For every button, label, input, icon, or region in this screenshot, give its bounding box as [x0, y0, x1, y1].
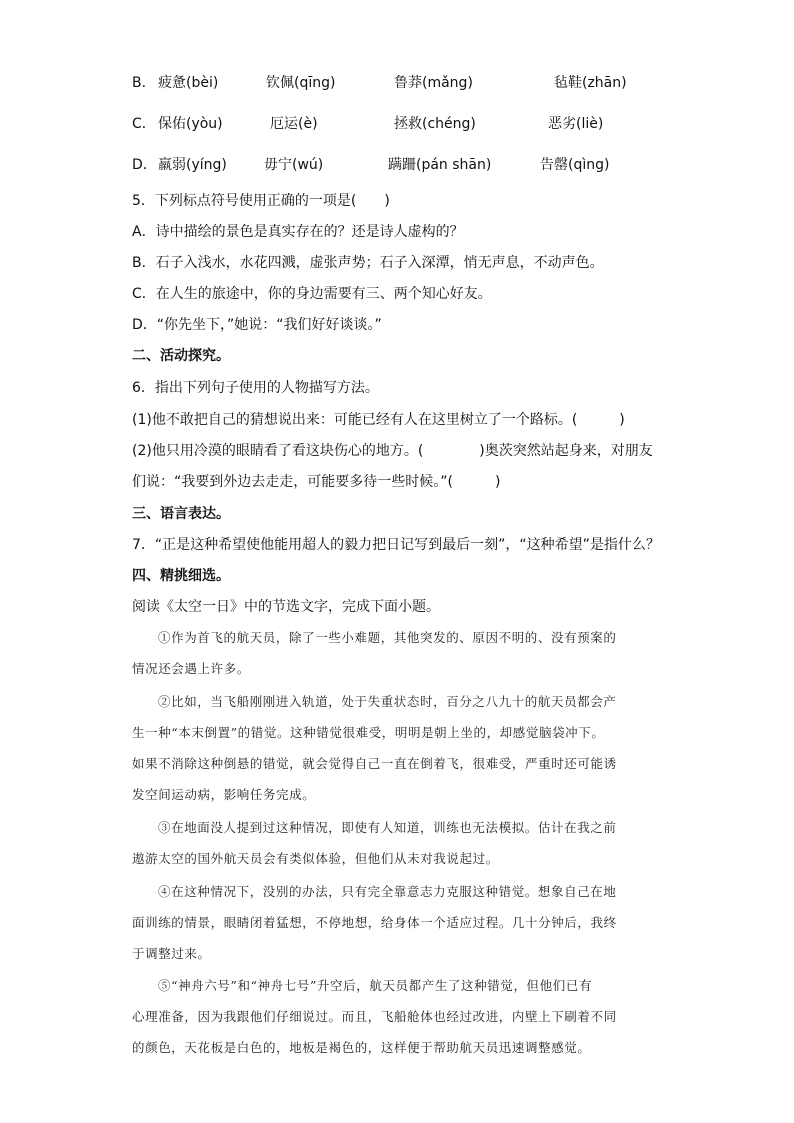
option-item: 拯救(chéng): [394, 116, 476, 132]
q5-option-c: C．在人生的旅途中，你的身边需要有三、两个知心好友。: [132, 286, 492, 302]
section-heading-reading: 四、精挑细选。: [132, 568, 230, 584]
passage-paragraph-3: [132, 812, 652, 874]
passage-line: 心理准备，因为我跟他们仔细说过。而且，飞船舱体也经过改进，内壁上下刷着不同: [132, 1009, 617, 1024]
passage-line: 生一种“本末倒置”的错觉。这种错觉很难受，明明是朝上坐的，却感觉脑袋冲下。: [132, 725, 605, 740]
option-item: 羸弱(yíng): [158, 157, 227, 173]
passage-line: ①作为首飞的航天员，除了一些小难题，其他突发的、原因不明的、没有预案的: [158, 630, 617, 645]
q5-option-b: B．石子入浅水，水花四溅，虚张声势；石子入深潭，悄无声息，不动声色。: [132, 255, 604, 271]
passage-line: 如果不消除这种倒悬的错觉，就会觉得自己一直在倒着飞，很难受，严重时还可能诱: [132, 756, 617, 771]
section-heading-activity: 二、活动探究。: [132, 348, 230, 364]
reading-intro: 阅读《太空一日》中的节选文字，完成下面小题。: [132, 599, 440, 615]
q7-stem: 7．“正是这种希望使他能用超人的毅力把日记写到最后一刻”，“这种希望”是指什么？: [132, 537, 660, 553]
q5-option-d: D．“你先坐下，”她说：“我们好好谈谈。”: [132, 317, 382, 333]
passage-line: 情况还会遇上许多。: [132, 661, 250, 676]
q6-stem: 6．指出下列句子使用的人物描写方法。: [132, 380, 379, 396]
passage-line: 的颜色，天花板是白色的，地板是褐色的，这样便于帮助航天员迅速调整感觉。: [132, 1040, 591, 1055]
passage-line: ③在地面没人提到过这种情况，即使有人知道，训练也无法模拟。估计在我之前: [158, 820, 617, 835]
passage-paragraph-2: [132, 686, 652, 810]
option-item: 鲁莽(mǎng): [394, 75, 473, 91]
option-item: 告罄(qìng): [540, 157, 610, 173]
option-label: D．: [132, 157, 157, 173]
option-item: 毋宁(wú): [264, 157, 324, 173]
section-heading-expression: 三、语言表达。: [132, 506, 230, 522]
passage-line: 于调整过来。: [132, 946, 211, 961]
q6-sentence-2b: 们说：“我要到外边去走走，可能要多待一些时候。”( ): [132, 474, 501, 490]
passage-line: ②比如，当飞船刚刚进入轨道，处于失重状态时，百分之八九十的航天员都会产: [158, 694, 617, 709]
passage-line: 发空间运动病，影响任务完成。: [132, 787, 316, 802]
option-label: B．: [132, 75, 156, 91]
option-item: 蹒跚(pán shān): [388, 157, 492, 173]
q5-stem: 5．下列标点符号使用正确的一项是( ): [132, 193, 390, 209]
passage-paragraph-4: [132, 876, 652, 969]
passage-paragraph-1: [132, 622, 652, 684]
option-item: 恶劣(liè): [548, 116, 604, 132]
passage-line: ④在这种情况下，没别的办法，只有完全靠意志力克服这种错觉。想象自己在地: [158, 884, 617, 899]
option-label: C．: [132, 116, 156, 132]
passage-line: ⑤“神舟六号”和“神舟七号”升空后，航天员都产生了这种错觉，但他们已有: [158, 978, 593, 993]
option-item: 钦佩(qīng): [266, 75, 336, 91]
passage-line: 遨游太空的国外航天员会有类似体验，但他们从未对我说起过。: [132, 851, 499, 866]
option-item: 疲惫(bèi): [158, 75, 219, 91]
q6-sentence-1: (1)他不敢把自己的猜想说出来：可能已经有人在这里树立了一个路标。( ): [132, 412, 625, 428]
option-item: 厄运(è): [270, 116, 318, 132]
option-item: 毡鞋(zhān): [554, 75, 627, 91]
q6-sentence-2a: (2)他只用冷漠的眼睛看了看这块伤心的地方。( )奥茨突然站起身来，对朋友: [132, 443, 653, 459]
passage-line: 面训练的情景，眼睛闭着猛想，不停地想，给身体一个适应过程。几十分钟后，我终: [132, 915, 617, 930]
q5-option-a: A．诗中描绘的景色是真实存在的？还是诗人虚构的？: [132, 224, 464, 240]
option-item: 保佑(yòu): [158, 116, 223, 132]
passage-paragraph-5: [132, 970, 652, 1063]
